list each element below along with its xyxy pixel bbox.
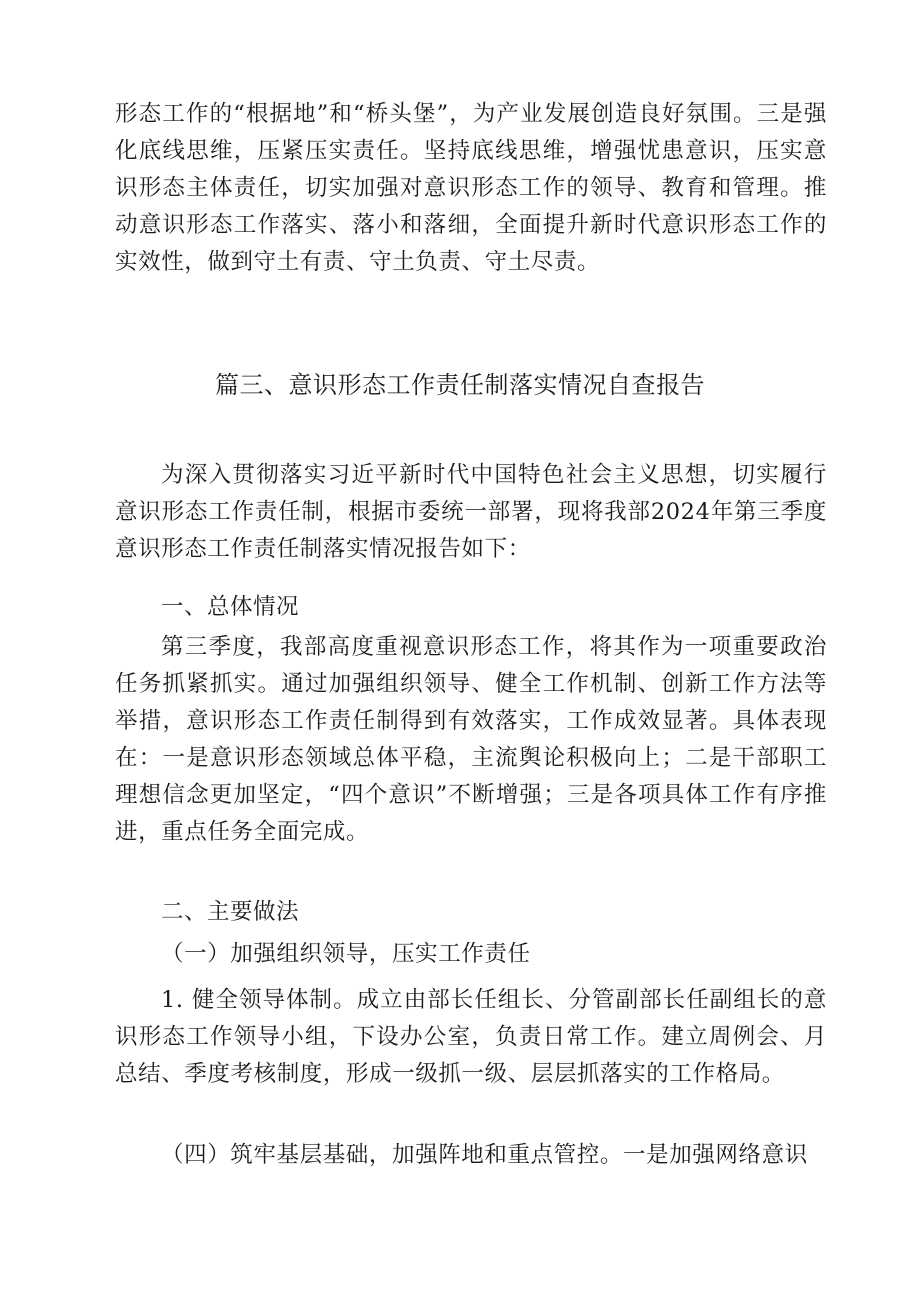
intro-continuation-paragraph: 形态工作的“根据地”和“桥头堡”，为产业发展创造良好氛围。三是强化底线思维，压紧压实责任。坚持底线思维，增强忧患意识，压实意识形态主体责任，切实加强对意识形态工作的领导、教育和管理。推动意识形态工作落实、落小和落细，全面提升新时代意识形态工作的实效性，做到守土有责、守土负责、守土尽责。 — [115, 101, 827, 275]
heading-main-practices: 二、主要做法 — [161, 899, 300, 925]
overall-situation-paragraph: 第三季度，我部高度重视意识形态工作，将其作为一项重要政治任务抓紧抓实。通过加强组织领导、健全工作机制、创新工作方法等举措，意识形态工作责任制得到有效落实，工作成效显著。具体表现在：一是意识形态领域总体平稳，主流舆论积极向上；二是干部职工理想信念更加坚定，“四个意识”不断增强；三是各项具体工作有序推进，重点任务全面完成。 — [115, 634, 827, 845]
heading-overall-situation: 一、总体情况 — [161, 594, 300, 620]
item-leadership-system: 1. 健全领导体制。成立由部长任组长、分管副部长任副组长的意识形态工作领导小组，下设办公室，负责日常工作。建立周例会、月总结、季度考核制度，形成一级抓一级、层层抓落实的工作格局。 — [115, 987, 827, 1087]
section-title: 篇三、意识形态工作责任制落实情况自查报告 — [215, 371, 705, 399]
opening-paragraph: 为深入贯彻落实习近平新时代中国特色社会主义思想，切实履行意识形态工作责任制，根据市委统一部署，现将我部2024年第三季度意识形态工作责任制落实情况报告如下： — [115, 462, 827, 562]
subheading-organization-leadership: （一）加强组织领导，压实工作责任 — [161, 941, 531, 967]
subheading-grassroots-foundation: （四）筑牢基层基础，加强阵地和重点管控。一是加强网络意识 — [161, 1142, 808, 1168]
